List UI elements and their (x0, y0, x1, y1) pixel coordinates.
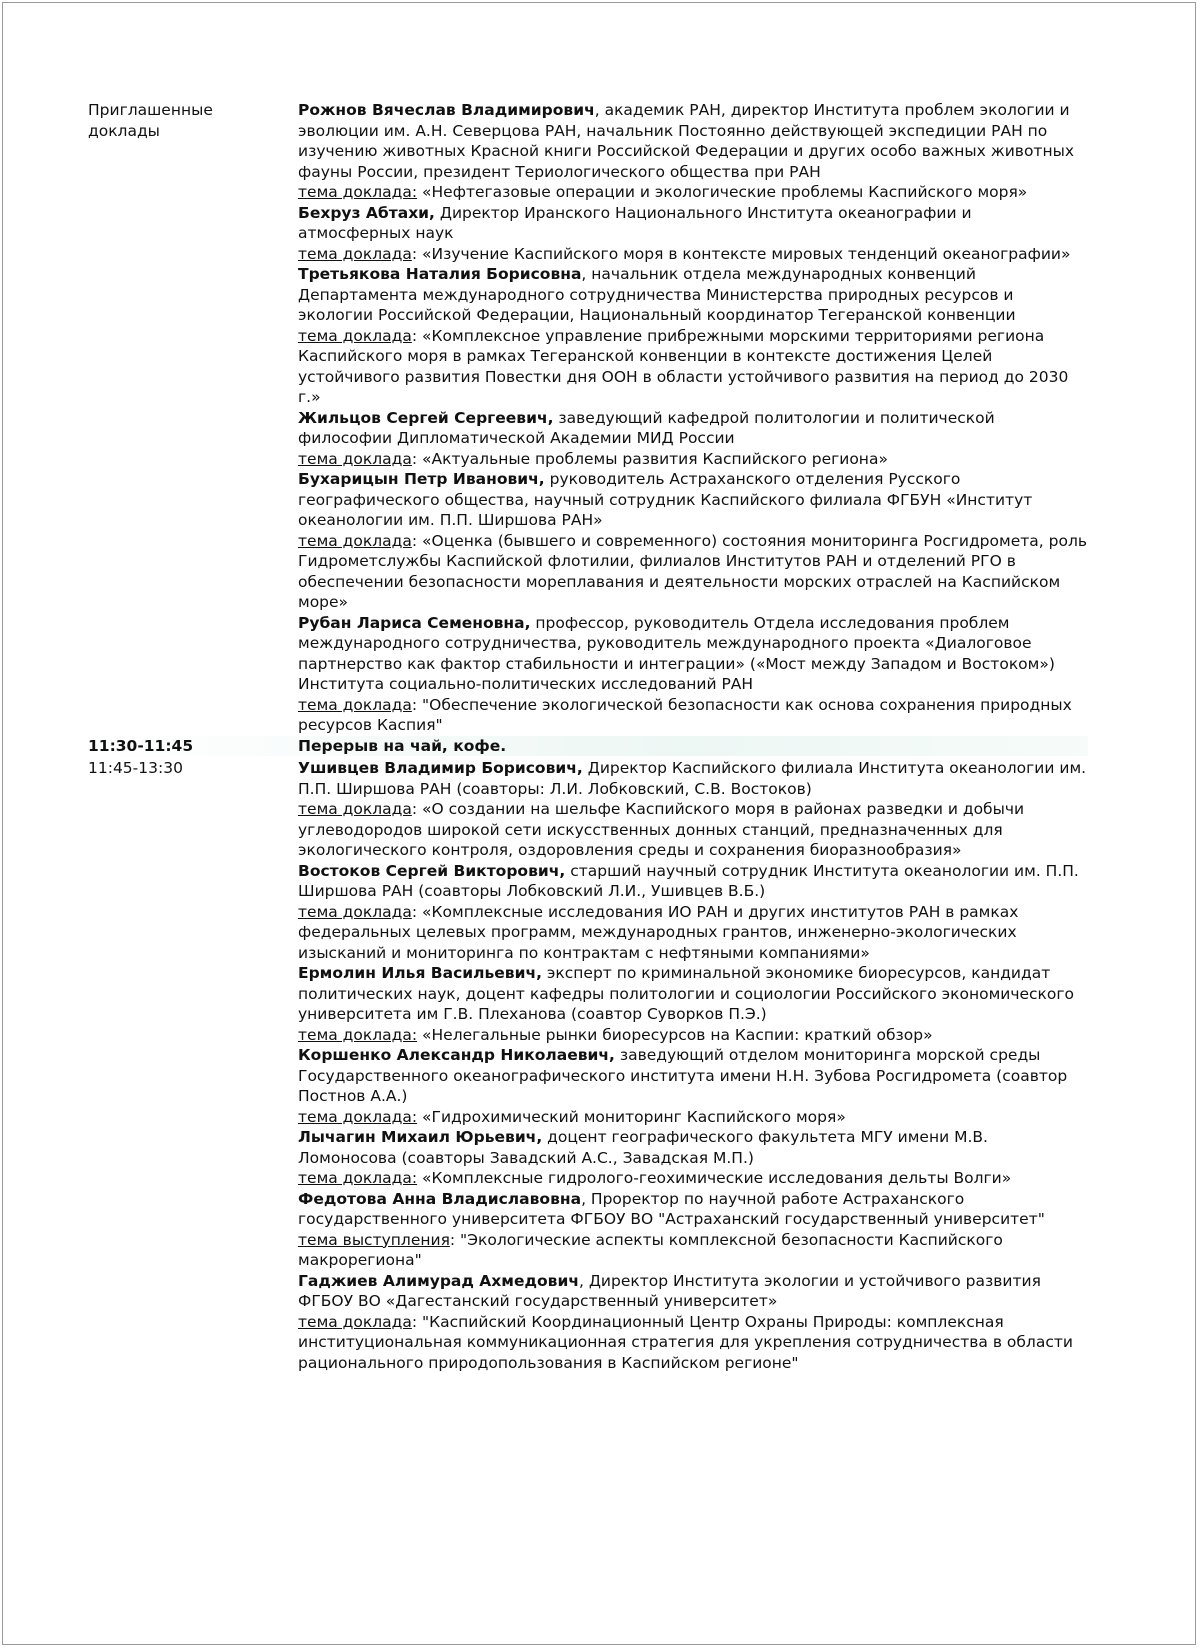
speaker-affiliation: профессор, руководитель Отдела исследования проблем международного сотрудничества, руководитель международного проекта «Диалоговое партнерство как фактор стабильности и интеграции» («Мост между Западом и Востоком») Института социально-политических исследований РАН (298, 613, 1055, 693)
topic-label: тема доклада (298, 326, 412, 345)
topic-text: : «Изучение Каспийского моря в контексте мировых тенденций океанографии» (411, 244, 1071, 263)
session-second (88, 758, 1088, 1373)
topic-text: «Гидрохимический мониторинг Каспийского моря» (417, 1107, 846, 1126)
topic-label: тема доклада (298, 1312, 412, 1331)
topic-label: тема выступления (298, 1230, 450, 1249)
speaker-entry (298, 408, 1088, 470)
speaker-name: Федотова Анна Владиславовна (298, 1189, 582, 1208)
speaker-name: Рожнов Вячеслав Владимирович (298, 101, 595, 119)
speaker-entry (298, 1271, 1088, 1374)
topic-label: тема доклада (298, 695, 412, 714)
speaker-affiliation: заведующий отделом мониторинга морской среды Государственного океанографического института имени Н.Н. Зубова Росгидромета (соавтор Постнов А.А.) (298, 1046, 1068, 1105)
program-table (88, 100, 1088, 1373)
topic-label: тема доклада (298, 449, 412, 468)
document-page (2, 2, 1196, 1645)
speaker-name: Бехруз Абтахи, (298, 203, 435, 222)
speaker-entry (298, 1045, 1088, 1127)
topic-label: тема доклада: (298, 1169, 418, 1187)
topic-label: тема доклада (298, 902, 412, 921)
break-text: Перерыв на чай, кофе. (298, 736, 507, 755)
topic-text: «Нефтегазовые операции и экологические проблемы Каспийского моря» (417, 183, 1028, 201)
topic-label: тема доклада (298, 244, 412, 263)
speaker-entry (298, 1127, 1088, 1189)
topic-text: «Комплексные гидролого-геохимические исследования дельты Волги» (417, 1169, 1012, 1187)
speaker-affiliation: Директор Иранского Национального Института океанографии и атмосферных наук (298, 203, 972, 242)
topic-text: : "Экологические аспекты комплексной безопасности Каспийского макрорегиона" (298, 1230, 1003, 1269)
topic-text: : «Комплексное управление прибрежными морскими территориями региона Каспийского моря в рамках Тегеранской конвенции в контексте достижения Целей устойчивого развития Повестки дня ООН в области устойчивого развития на период до 2030 г.» (298, 326, 1069, 406)
speaker-name: Ушивцев Владимир Борисович, (298, 759, 583, 777)
speaker-entry (298, 1189, 1088, 1271)
speaker-entry (298, 613, 1088, 736)
topic-label: тема доклада: (298, 183, 418, 201)
speaker-entry (298, 203, 1088, 265)
speaker-affiliation: доцент географического факультета МГУ имени М.В. Ломоносова (соавторы Завадский А.С., Завадская М.П.) (298, 1128, 988, 1167)
speaker-affiliation: , Проректор по научной работе Астраханского государственного университета ФГБОУ ВО "Астраханский государственный университет" (298, 1189, 1045, 1228)
topic-text: : «О создании на шельфе Каспийского моря в районах разведки и добычи углеводородов широкой сети искусственных донных станций, предназначенных для экологического контроля, оздоровления среды и сохранения биоразнообразия» (298, 800, 1025, 859)
session-break (88, 736, 1088, 757)
speaker-entry (298, 469, 1088, 613)
topic-label: тема доклада (298, 531, 412, 550)
speaker-name: Коршенко Александр Николаевич, (298, 1046, 615, 1064)
speaker-name: Третьякова Наталия Борисовна (298, 265, 582, 283)
topic-text: : «Актуальные проблемы развития Каспийского региона» (411, 449, 888, 468)
speaker-entry (298, 861, 1088, 964)
speaker-entry (298, 100, 1088, 203)
topic-label: тема доклада: (298, 1107, 418, 1126)
session-time: Приглашенные доклады (88, 101, 213, 140)
session-entries (298, 758, 1088, 1373)
speaker-affiliation: эксперт по криминальной экономике биоресурсов, кандидат политических наук, доцент кафедры политологии и социологии Российского экономического университета им Г.В. Плеханова (соавтор Суворков П.Э.) (298, 964, 1075, 1023)
session-time: 11:30-11:45 (88, 736, 194, 755)
topic-text: : "Каспийский Координационный Центр Охраны Природы: комплексная институциональная коммуникационная стратегия для укрепления сотрудничества в области рационального природопользования в Каспийском регионе" (298, 1312, 1073, 1372)
topic-text: : "Обеспечение экологической безопасности как основа сохранения природных ресурсов Каспия" (298, 695, 1072, 734)
topic-text: : «Оценка (бывшего и современного) состояния мониторинга Росгидромета, роль Гидрометслужбы Каспийской флотилии, филиалов Институтов РАН и отделений РГО в обеспечении безопасности мореплавания и деятельности морских отраслей на Каспийском море» (298, 531, 1087, 611)
speaker-affiliation: Директор Каспийского филиала Института океанологии им. П.П. Ширшова РАН (соавторы: Л.И. Лобковский, С.В. Востоков) (298, 759, 1087, 798)
speaker-name: Ермолин Илья Васильевич, (298, 964, 542, 982)
session-invited (88, 100, 1088, 736)
session-time: 11:45-13:30 (88, 759, 183, 777)
speaker-affiliation: заведующий кафедрой политологии и политической философии Дипломатической Академии МИД России (298, 408, 995, 447)
speaker-name: Бухарицын Петр Иванович, (298, 470, 545, 488)
speaker-affiliation: , академик РАН, директор Института проблем экологии и эволюции им. А.Н. Северцова РАН, начальник Постоянно действующей экспедиции РАН по изучению животных Красной книги Российской Федерации и других особо важных животных фауны России, президент Териологического общества при РАН (298, 101, 1074, 181)
speaker-name: Жильцов Сергей Сергеевич, (298, 408, 554, 427)
speaker-name: Лычагин Михаил Юрьевич, (298, 1128, 543, 1146)
session-entries (298, 100, 1088, 736)
speaker-entry (298, 758, 1088, 861)
topic-label: тема доклада (298, 800, 412, 818)
speaker-affiliation: старший научный сотрудник Института океанологии им. П.П. Ширшова РАН (соавторы Лобковский Л.И., Ушивцев В.Б.) (298, 861, 1079, 900)
speaker-name: Гаджиев Алимурад Ахмедович (298, 1271, 579, 1290)
speaker-affiliation: руководитель Астраханского отделения Русского географического общества, научный сотрудник Каспийского филиала ФГБУН «Институт океанологии им. П.П. Ширшова РАН» (298, 470, 1033, 529)
topic-text: «Нелегальные рынки биоресурсов на Каспии: краткий обзор» (417, 1025, 933, 1044)
topic-text: : «Комплексные исследования ИО РАН и других институтов РАН в рамках федеральных целевых программ, международных грантов, инженерно-экологических изысканий и мониторинга по контрактам с нефтяными компаниями» (298, 902, 1019, 962)
speaker-name: Востоков Сергей Викторович, (298, 861, 566, 880)
speaker-entry (298, 264, 1088, 408)
speaker-affiliation: , Директор Института экологии и устойчивого развития ФГБОУ ВО «Дагестанский государственный университет» (298, 1271, 1041, 1310)
topic-label: тема доклада: (298, 1025, 418, 1044)
speaker-affiliation: , начальник отдела международных конвенций Департамента международного сотрудничества Министерства природных ресурсов и экологии Российской Федерации, Национальный координатор Тегеранской конвенции (298, 265, 1016, 324)
speaker-name: Рубан Лариса Семеновна, (298, 613, 531, 632)
speaker-entry (298, 963, 1088, 1045)
